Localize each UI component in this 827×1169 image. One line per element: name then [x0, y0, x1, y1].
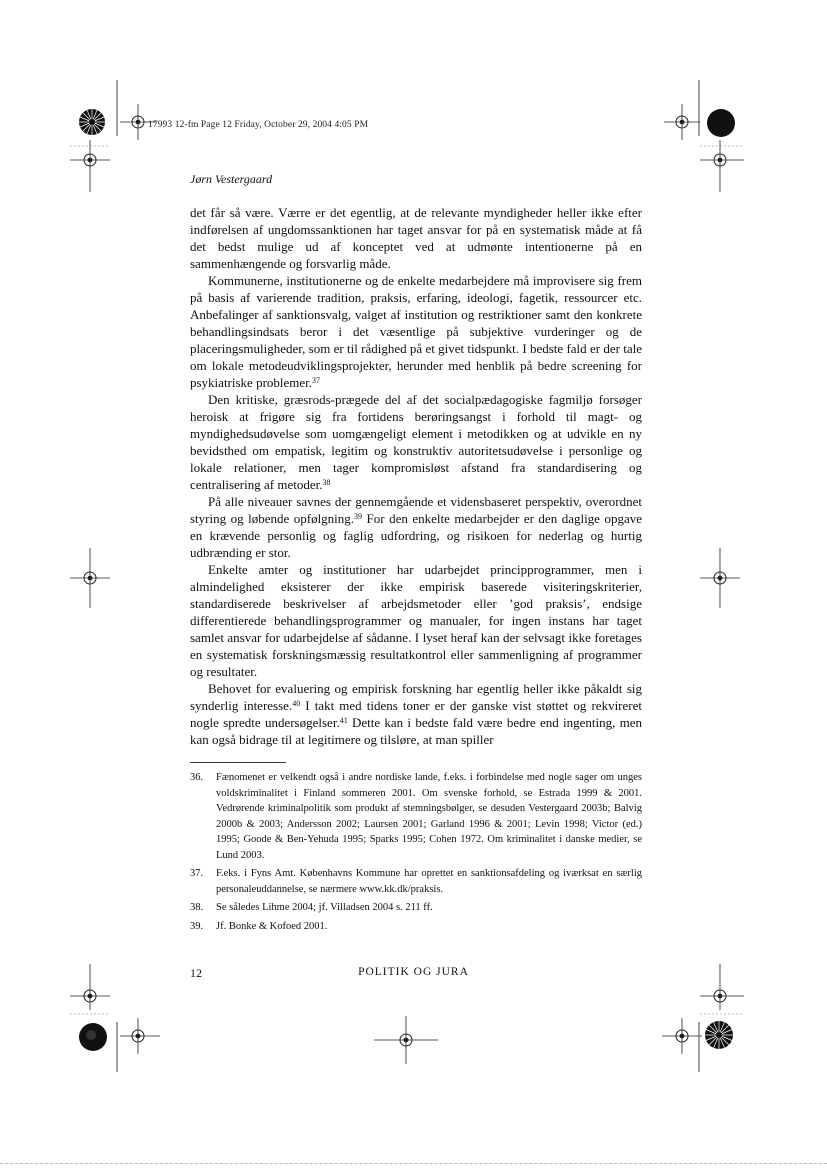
paragraph-2: [190, 272, 642, 391]
paragraph-4-text-a: På alle niveauer savnes der gennemgående et vidensbaseret perspektiv, overordnet styring og løbende opfølgning.: [190, 494, 642, 526]
crosshair-mark-bottom-center: [374, 1016, 438, 1064]
footnote-number: 36.: [190, 772, 204, 783]
paragraph-3: [190, 391, 642, 493]
paragraph-5: Enkelte amter og institutioner har udarbejdet principprogrammer, men i almindelighed eksisterer der ikke empirisk baserede visiteringskriterier, standardiserede beskrivelser af arbejdsmetoder eller ’god praksis’, endsige differentierede behandlingsprogrammer og manualer, for ingen instans har taget samlet ansvar for udarbejdelse af sådanne. I lyset heraf kan der selvsagt ikke foretages en systematisk forskningsmæssig resultatkontrol eller sammenligning af programmer og resultater.: [190, 562, 642, 679]
crop-mark-bottom-right-vertical: [698, 1022, 700, 1072]
crosshair-mark-right-upper: [700, 140, 744, 192]
footnote-number: 39.: [190, 920, 204, 932]
paragraph-1: det får så være. Værre er det egentlig, at de relevante myndigheder heller ikke efter indførelsen af ungdomssanktionen har taget ansvar for på en systematisk måde at få det bedst mulige ud af konceptet ved at udmønte intentionerne på en sammenhængende og forsvarlig måde.: [190, 205, 642, 271]
footnote-ref-39: 39: [354, 512, 363, 521]
crosshair-mark-left-upper: [70, 140, 110, 192]
crop-mark-top-left-vertical: [116, 80, 118, 136]
footnote-number: 38.: [190, 902, 204, 913]
footnote-ref-40: 40: [292, 699, 301, 708]
paragraph-4: [190, 493, 642, 561]
publication-title: POLITIK OG JURA: [358, 966, 469, 978]
footnote-ref-41: 41: [339, 716, 348, 725]
footnote-text: Fænomenet er velkendt også i andre nordiske lande, f.eks. i forbindelse med nogle sager om unges voldskriminalitet i Finland sommeren 2001. Om svenske forhold, se Estrada 1999 & 2001. Vedrørende kriminalpolitik som produkt af stemningsbølger, se desuden Vestergaard 2003b; Balvig 2000b & 2003; Andersson 2002; Laursen 2001; Garland 1996 & 2001; Levin 1998; Victor (ed.) 1995; Goode & Ben-Yehuda 1995; Sparks 1995; Cohen 1972. Om kriminalitet i danske medier, se Lund 2003.: [216, 772, 642, 861]
registration-disc-bottom-left: [78, 1022, 108, 1052]
crosshair-mark-left-middle: [70, 548, 110, 608]
crop-mark-bottom-left-vertical: [116, 1022, 118, 1072]
footnote-text: Jf. Bonke & Kofoed 2001.: [216, 920, 328, 932]
footnote: [190, 919, 642, 935]
registration-starburst-bottom-right: [704, 1020, 734, 1050]
footnote-separator: [190, 762, 286, 763]
crosshair-mark-top-right: [664, 104, 700, 140]
paragraph-6-text-b: I takt med tidens toner er der ganske vist støttet og rekvireret nogle spredte undersøgelser.: [190, 698, 642, 730]
registration-disc-top-right: [706, 108, 736, 138]
paragraph-4-text-b: For den enkelte medarbejder er den daglige opgave en krævende personlig og faglig udfordring, og risikoen for nederlag og hurtig udbrænding er stor.: [190, 511, 642, 560]
paragraph-3-text: Den kritiske, græsrods-prægede del af det socialpædagogiske fagmiljø forsøger heroisk at frigøre sig fra fortidens berøringsangst i forhold til magt- og myndighedsudøvelse som uomgængeligt element i metodikken og at udvikle en ny bevidsthed om empatisk, legitim og konstruktiv autoritetsudøvelse i personlige og lokale relationer, men tager kompromisløst afstand fra standardisering og centralisering af metoder.: [190, 392, 642, 492]
registration-starburst-top-left: [78, 108, 106, 136]
paragraph-2-text: Kommunerne, institutionerne og de enkelte medarbejdere må improvisere sig frem på basis af varierende tradition, praksis, erfaring, ideologi, fagetik, ressourcer etc. Anbefalinger af sanktionsvalg, valget af institution og restriktioner samt den konkrete behandlingsindsats beror i det væsentlige på subjektive vurderinger og de placeringsmuligheder, som er til rådighed på et givet tidspunkt. I bedste fald er der tale om lokale metodeudviklingsprojekter, herunder med henblik på bedre screening for psykiatriske problemer.: [190, 273, 642, 390]
page-number: 12: [190, 966, 202, 980]
footnote-ref-37: 37: [312, 376, 321, 385]
paragraph-6-text-a: Behovet for evaluering og empirisk forskning har egentlig heller ikke påkaldt sig synderlig interesse.: [190, 681, 642, 713]
crosshair-mark-bottom-right: [662, 1018, 702, 1054]
footnote-text: Se således Lihme 2004; jf. Villadsen 2004 s. 211 ff.: [216, 902, 433, 913]
running-head-author: Jørn Vestergaard: [190, 172, 273, 186]
footnote: [190, 900, 642, 916]
crosshair-mark-right-middle: [700, 548, 740, 608]
footnote-text: F.eks. i Fyns Amt. Københavns Kommune har oprettet en sanktionsafdeling og iværksat en særlig personaleuddannelse, se nærmere www.kk.dk/praksis.: [216, 868, 642, 895]
print-slug-line: 17993 12-fm Page 12 Friday, October 29, 2004 4:05 PM: [148, 120, 369, 130]
body-text: [190, 204, 642, 748]
footnotes: [190, 770, 642, 937]
paragraph-6: [190, 680, 642, 748]
footnote-number: 37.: [190, 868, 204, 879]
paragraph-6-text-c: Dette kan i bedste fald være bedre end ingenting, men kan også bidrage til at legitimere og tilsløre, at man spiller: [190, 715, 643, 747]
footnote-ref-38: 38: [322, 478, 331, 487]
footnote: [190, 770, 642, 863]
crosshair-mark-bottom-left: [120, 1018, 160, 1054]
footnote: [190, 866, 642, 897]
page-edge-dashed-line: [0, 1163, 827, 1164]
